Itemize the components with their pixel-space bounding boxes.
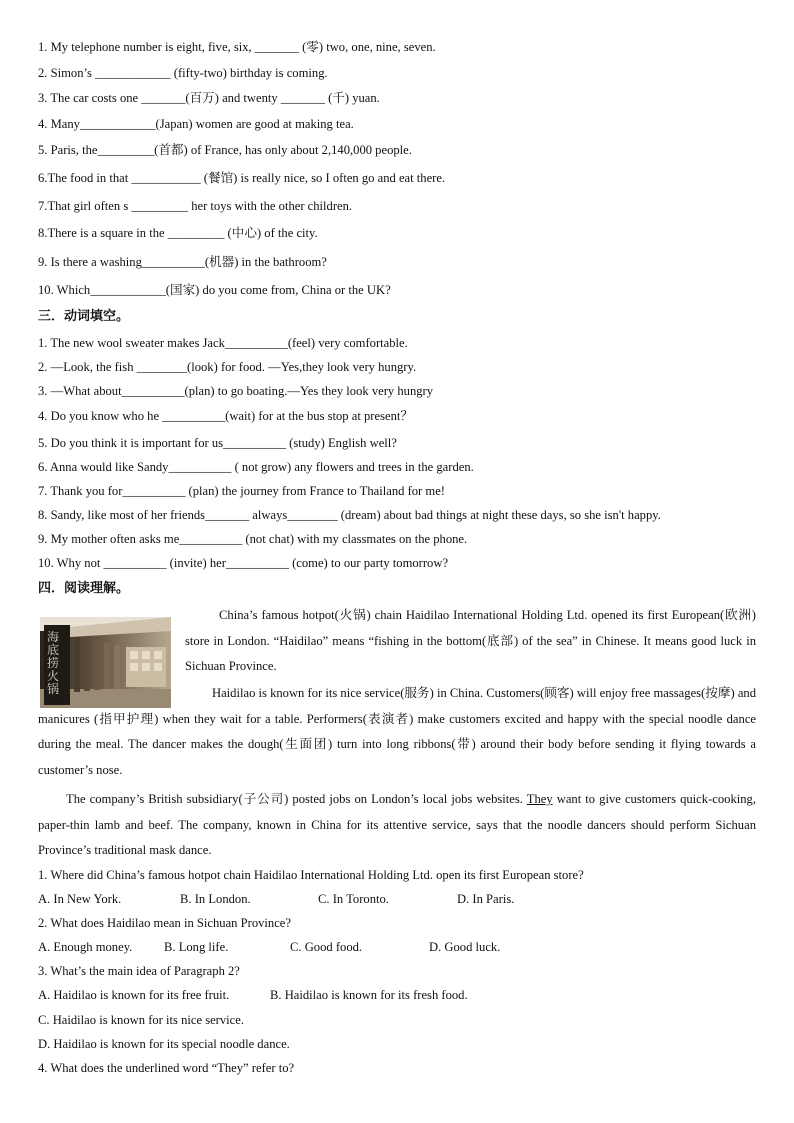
exercise-item: 2. —Look, the fish ________(look) for food. —Yes,they look very hungry. (38, 360, 417, 374)
exercise-item: 7. Thank you for__________ (plan) the journey from France to Thailand for me! (38, 484, 445, 498)
exercise-item: 4. Many____________(Japan) women are good at making tea. (38, 117, 354, 131)
question: 2. What does Haidilao mean in Sichuan Province? (38, 916, 291, 930)
exercise-item: 1. My telephone number is eight, five, six, _______ (零) two, one, nine, seven. (38, 40, 436, 54)
exercise-item: 10. Which____________(国家) do you come from, China or the UK? (38, 283, 391, 297)
exercise-item: 6.The food in that ___________ (餐馆) is really nice, so I often go and eat there. (38, 171, 446, 185)
exercise-item: 10. Why not __________ (invite) her__________ (come) to our party tomorrow? (38, 556, 449, 570)
option[interactable]: C. Good food. (290, 940, 363, 954)
exercise-item: 3. —What about__________(plan) to go boating.—Yes they look very hungry (38, 384, 434, 398)
option[interactable]: A. Enough money. (38, 940, 133, 954)
exercise-item: 1. The new wool sweater makes Jack__________(feel) very comfortable. (38, 336, 408, 350)
exercise-item: 6. Anna would like Sandy__________ ( not grow) any flowers and trees in the garden. (38, 460, 474, 474)
exercise-item: 8. Sandy, like most of her friends_______ always________ (dream) about bad things at night these days, so she isn't happy. (38, 508, 661, 522)
exercise-item: 8.There is a square in the _________ (中心) of the city. (38, 226, 318, 240)
option[interactable]: B. In London. (180, 892, 251, 906)
question: 1. Where did China’s famous hotpot chain Haidilao International Holding Ltd. open its first European store? (38, 868, 584, 882)
paragraph-3-text: want to give customers quick-cooking, paper-thin lamb and beef. The company, known in China for its attentive service, says that the noodle dancers should perform Sichuan Province’s traditional mask dance. (38, 792, 756, 858)
exercise-item: 7.That girl often s _________ her toys with the other children. (38, 199, 353, 213)
option[interactable]: A. Haidilao is known for its free fruit. (38, 988, 230, 1002)
passage-paragraph-1: China’s famous hotpot(火锅) chain Haidilao International Holding Ltd. opened its first European(欧洲) store in London. “Haidilao” means “fishing in the bottom(底部) of the sea” in Chinese. It means good luck in Sichuan Province. (185, 608, 756, 674)
underlined-word: They (526, 792, 553, 806)
option[interactable]: D. In Paris. (457, 892, 515, 906)
section-heading: 四．阅读理解。 (38, 581, 130, 596)
exercise-item: 2. Simon’s ____________ (fifty-two) birthday is coming. (38, 66, 328, 80)
paragraph-3-text: The company’s British subsidiary(子公司) posted jobs on London’s local jobs websites. (66, 792, 527, 806)
option[interactable]: A. In New York. (38, 892, 122, 906)
option[interactable]: B. Long life. (164, 940, 229, 954)
exercise-item: 5. Paris, the_________(首都) of France, has only about 2,140,000 people. (38, 143, 412, 157)
passage-paragraph-2: Haidilao is known for its nice service(服务) in China. Customers(顾客) will enjoy free massages(按摩) and manicures (指甲护理) when they wait for a table. Performers(表演者) make customers excited and happy with the special noodle dance during the meal. The dancer makes the dough(生面团) turn into long ribbons(带) around their body before sending it flying towards a customer’s nose. (38, 686, 756, 778)
option[interactable]: C. In Toronto. (318, 892, 389, 906)
question: 3. What’s the main idea of Paragraph 2? (38, 964, 240, 978)
option[interactable]: C. Haidilao is known for its nice service. (38, 1013, 245, 1027)
option[interactable]: D. Good luck. (429, 940, 501, 954)
question: 4. What does the underlined word “They” refer to? (38, 1061, 295, 1075)
exercise-item: 5. Do you think it is important for us__________ (study) English well? (38, 436, 397, 450)
exercise-item: 9. Is there a washing__________(机器) in the bathroom? (38, 255, 327, 269)
passage-paragraph-3 (38, 787, 756, 864)
option[interactable]: B. Haidilao is known for its fresh food. (270, 988, 468, 1002)
exercise-item: 9. My mother often asks me__________ (not chat) with my classmates on the phone. (38, 532, 468, 546)
exercise-item: 3. The car costs one _______(百万) and twenty _______ (千) yuan. (38, 91, 380, 105)
option[interactable]: D. Haidilao is known for its special noodle dance. (38, 1037, 290, 1051)
photo-sign-text: 海底捞火锅 (47, 630, 60, 696)
section-heading: 三．动词填空。 (38, 309, 130, 324)
exercise-item: 4. Do you know who he __________(wait) for at the bus stop at present？ (38, 409, 413, 423)
